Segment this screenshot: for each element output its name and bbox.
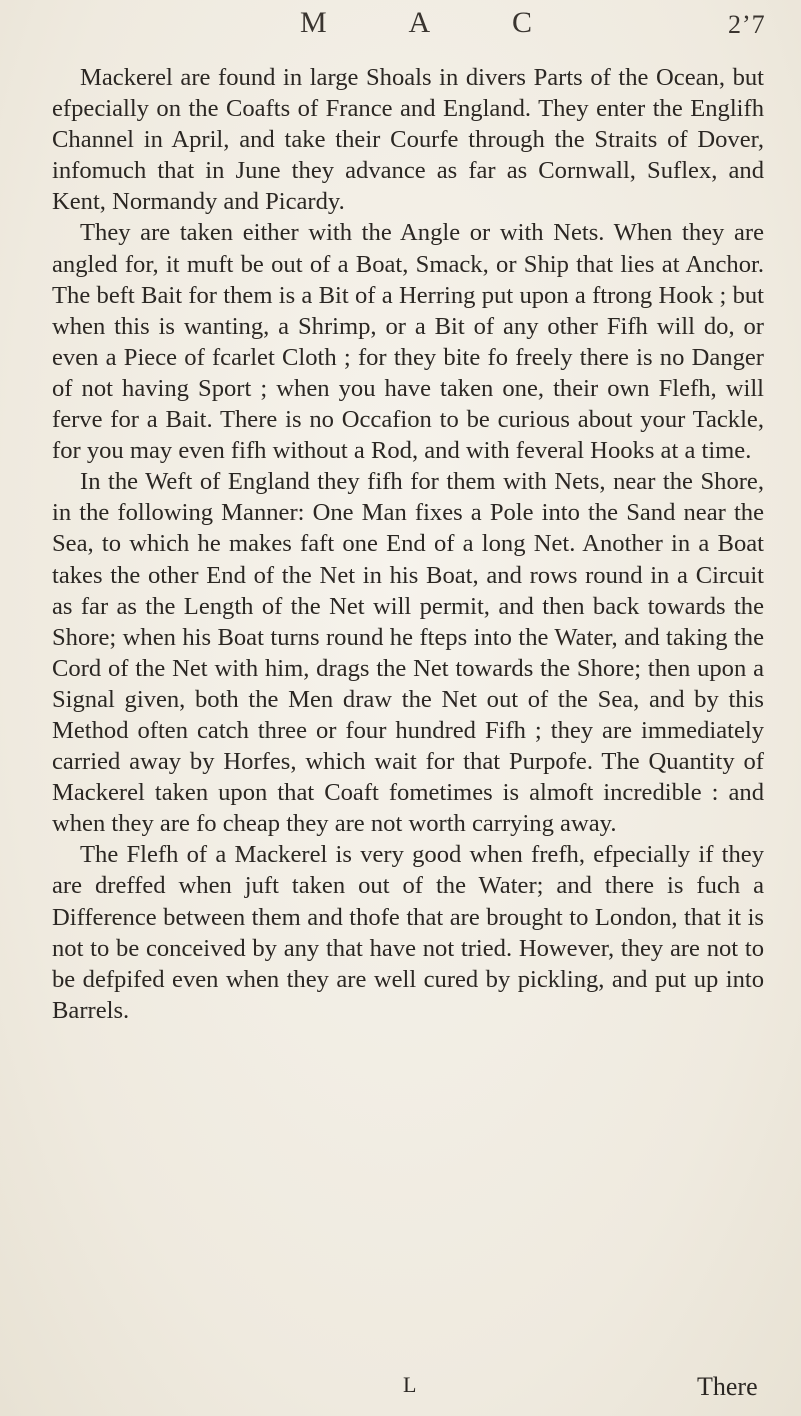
catchword: There — [697, 1372, 758, 1401]
page-header — [0, 2, 801, 62]
paragraph: In the Weft of England they fifh for them with Nets, near the Shore, in the following Manner: One Man fixes a Pole into the Sand near the Sea, to which he makes faft one End of a long Net. Another in a Boat takes the other End of the Net in his Boat, and rows round in a Circuit as far as the Length of the Net will permit, and then back towards the Shore; when his Boat turns round he fteps into the Water, and taking the Cord of the Net with him, drags the Net towards the Shore; then upon a Signal given, both the Men draw the Net out of the Sea, and by this Method often catch three or four hundred Fifh ; they are immediately carried away by Horfes, which wait for that Purpofe. The Quantity of Mackerel taken upon that Coaft fometimes is almoft incredible : and when they are fo cheap they are not worth carrying away. — [52, 468, 764, 838]
page-footer — [0, 1372, 801, 1412]
page-number: 2’7 — [728, 10, 766, 39]
paragraph: Mackerel are found in large Shoals in divers Parts of the Ocean, but efpecially on the Coafts of France and England. They enter the Englifh Channel in April, and take their Courfe through the Straits of Dover, infomuch that in June they advance as far as Cornwall, Suflex, and Kent, Normandy and Picardy. — [52, 64, 764, 216]
signature-mark: L — [403, 1372, 417, 1397]
body-text — [52, 62, 764, 1026]
paragraph: The Flefh of a Mackerel is very good when frefh, efpecially if they are dreffed when juft taken out of the Water; and there is fuch a Difference between them and thofe that are brought to London, that it is not to be conceived by any that have not tried. However, they are not to be defpifed even when they are well cured by pickling, and put up into Barrels. — [52, 841, 764, 1024]
paragraph: They are taken either with the Angle or with Nets. When they are angled for, it muft be out of a Boat, Smack, or Ship that lies at Anchor. The beft Bait for them is a Bit of a Herring put upon a ftrong Hook ; but when this is wanting, a Shrimp, or a Bit of any other Fifh will do, or even a Piece of fcarlet Cloth ; for they bite fo freely there is no Danger of not having Sport ; when you have taken one, their own Flefh, will ferve for a Bait. There is no Occafion to be curious about your Tackle, for you may even fifh without a Rod, and with feveral Hooks at a time. — [52, 219, 764, 465]
running-head: M A C — [300, 6, 571, 39]
